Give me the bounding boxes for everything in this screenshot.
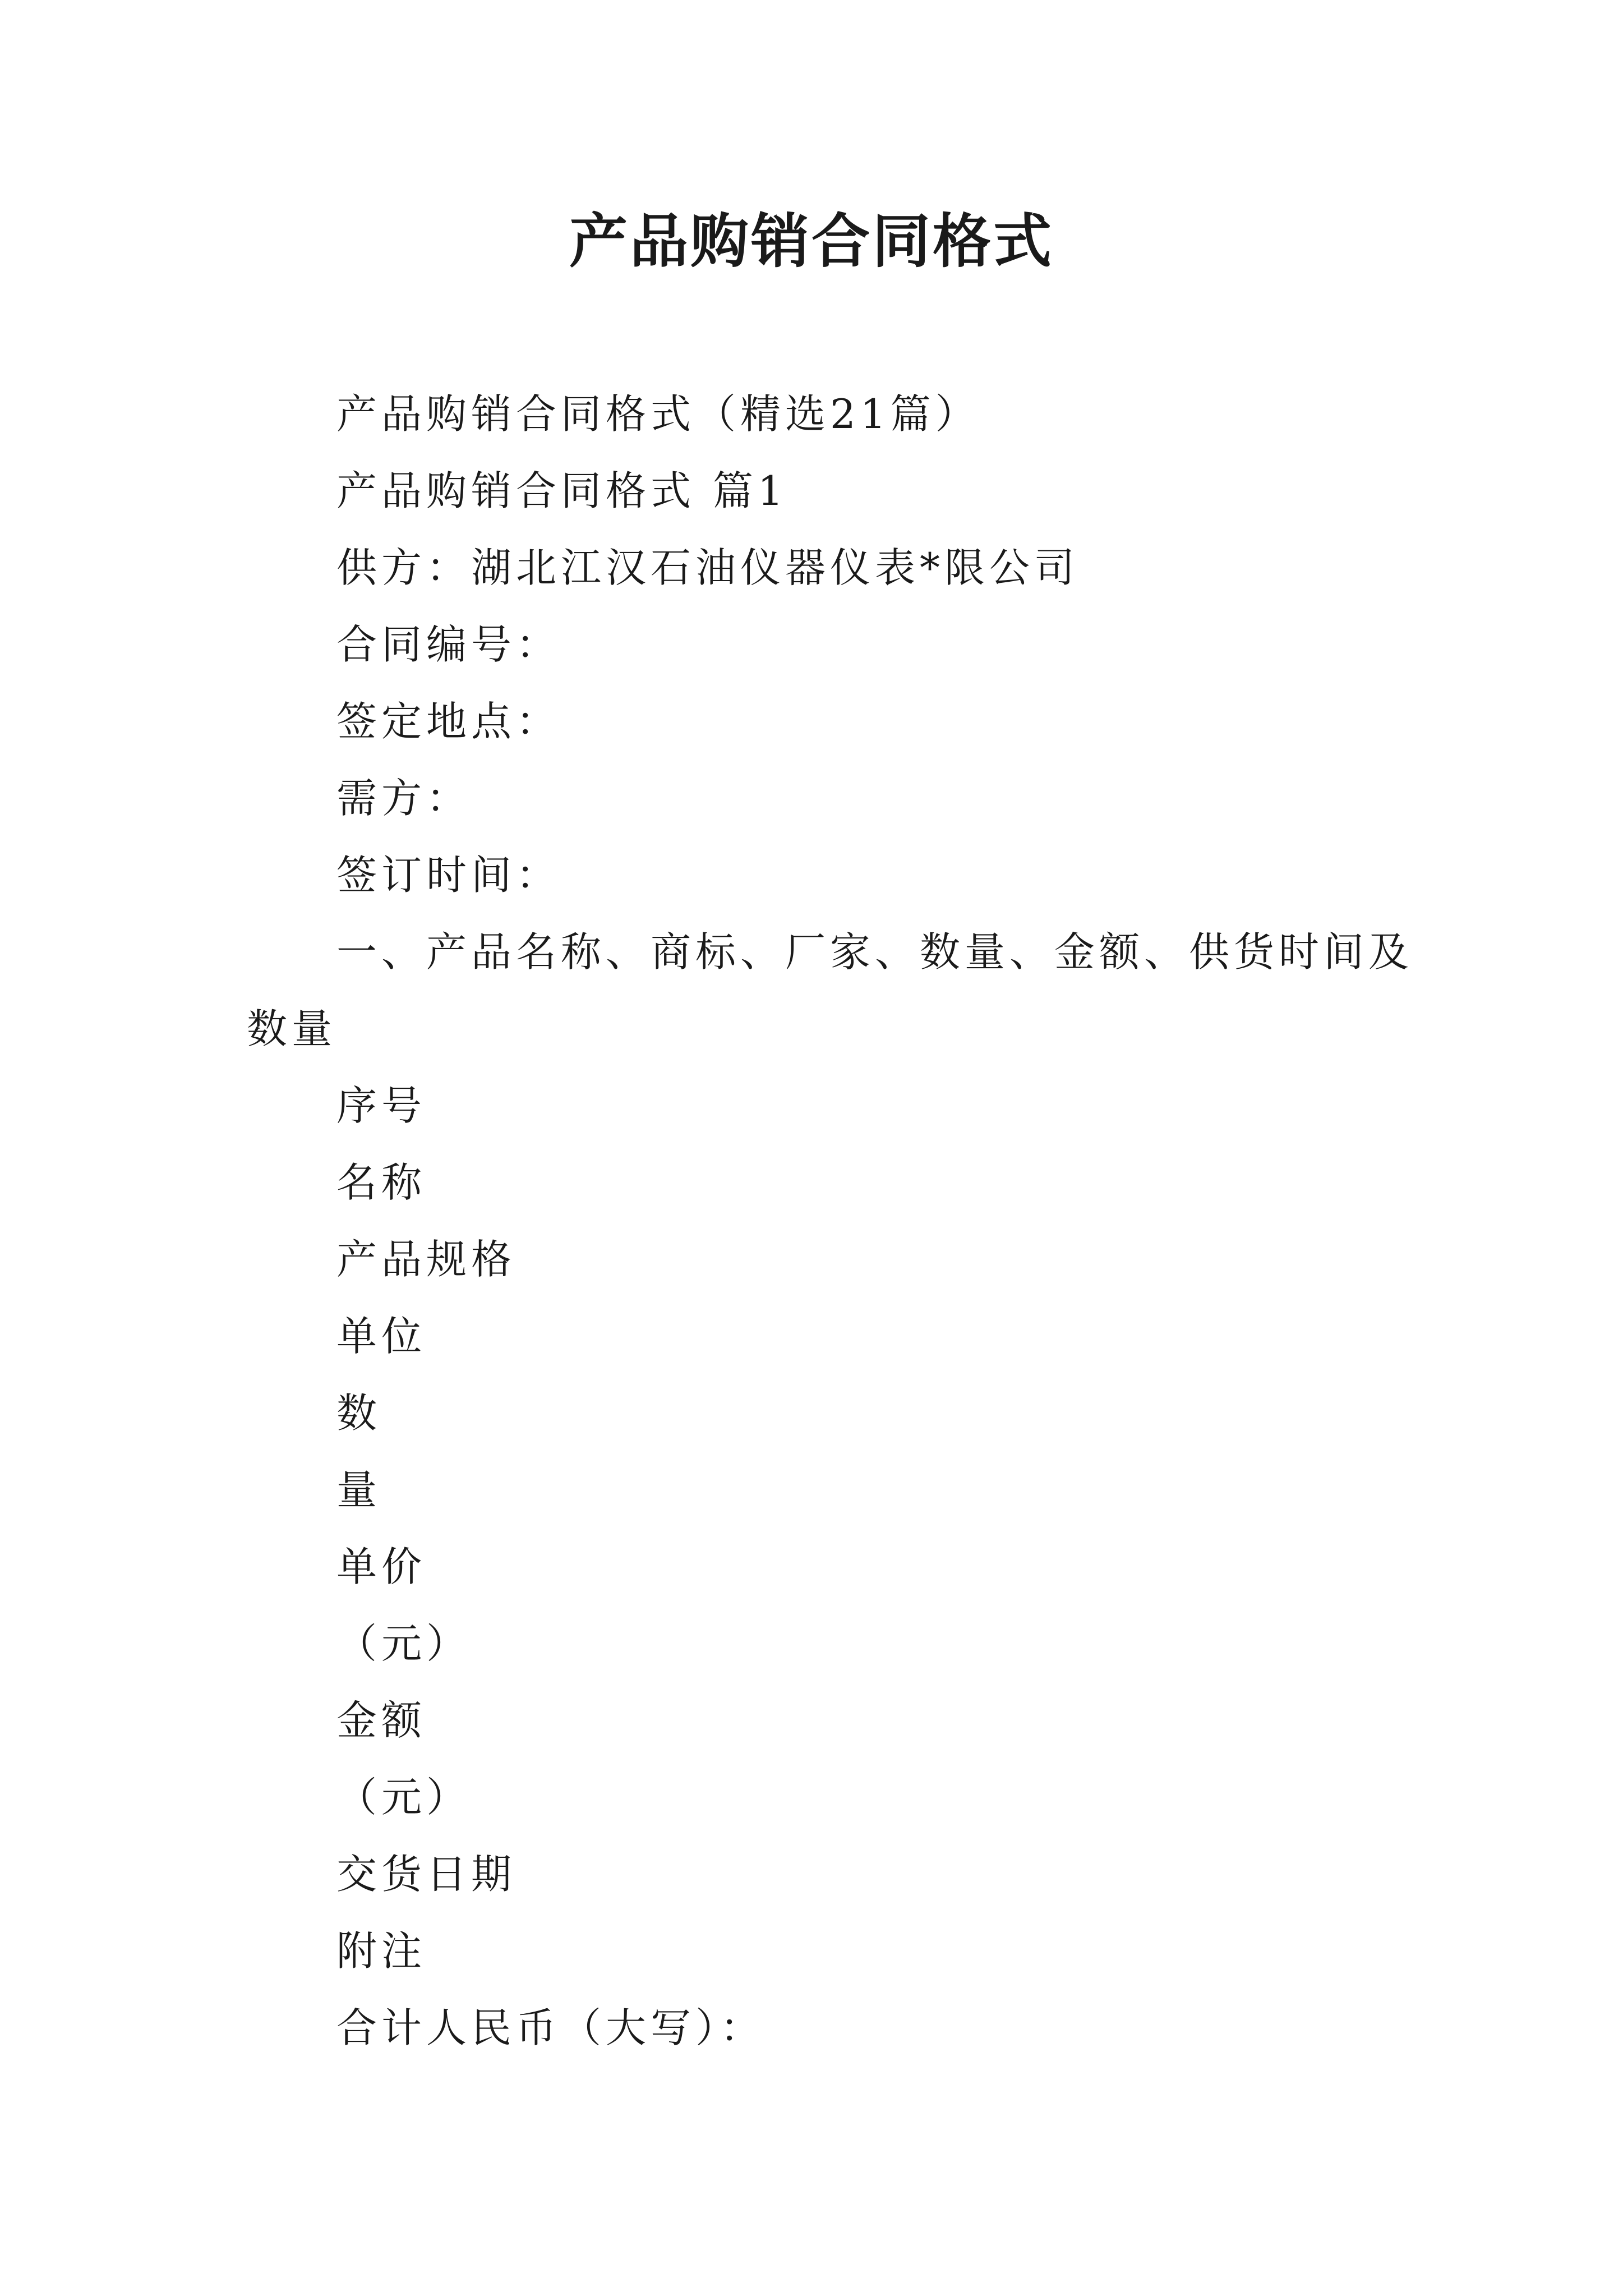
supplier-line: 供方：湖北江汉石油仪器仪表*限公司	[336, 544, 1080, 591]
table-header-name: 名称	[336, 1159, 427, 1206]
section-heading: 产品购销合同格式 篇1	[336, 467, 788, 514]
contract-number-line: 合同编号：	[336, 621, 561, 668]
document-body	[247, 376, 1414, 2067]
total-rmb-line: 合计人民币（大写）：	[336, 2004, 766, 2051]
signing-time-line: 签订时间：	[336, 852, 561, 899]
table-header-delivery-date: 交货日期	[336, 1851, 517, 1898]
table-header-amount: 金额	[336, 1697, 427, 1744]
subtitle-line: 产品购销合同格式（精选21篇）	[336, 390, 980, 438]
table-header-spec: 产品规格	[336, 1236, 517, 1283]
buyer-line: 需方：	[336, 775, 472, 822]
clause-one-continuation: 数量	[247, 1005, 337, 1052]
table-header-amount-currency: （元）	[336, 1774, 472, 1821]
document-title: 产品购销合同格式	[569, 206, 1054, 275]
signing-place-line: 签定地点：	[336, 698, 561, 745]
table-header-quantity-part1: 数	[336, 1389, 382, 1437]
table-header-unit-price-currency: （元）	[336, 1620, 472, 1667]
clause-one-line: 一、产品名称、商标、厂家、数量、金额、供货时间及	[336, 928, 1414, 976]
table-header-unit: 单位	[336, 1313, 427, 1360]
table-header-serial: 序号	[336, 1082, 427, 1129]
table-header-quantity-part2: 量	[336, 1466, 382, 1513]
table-header-notes: 附注	[336, 1927, 427, 1975]
table-header-unit-price: 单价	[336, 1543, 427, 1590]
